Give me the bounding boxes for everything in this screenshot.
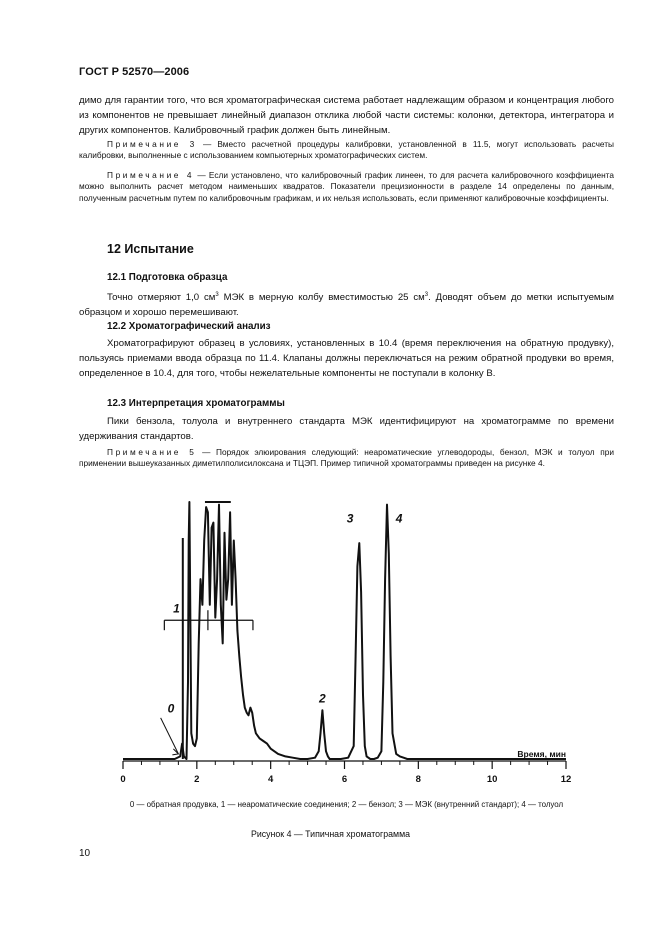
x-tick-label: 12 — [560, 774, 572, 785]
note-3-label: Примечание 3 — [107, 139, 197, 149]
section-12-2-title: 12.2 Хроматографический анализ — [107, 321, 271, 332]
document-header: ГОСТ Р 52570—2006 — [79, 66, 190, 78]
s121-text-part: . Доводят объем до метки испытуемым образцом и хорошо перемешивают. — [79, 292, 615, 319]
section-12-title: 12 Испытание — [107, 242, 194, 256]
x-tick-label: 2 — [194, 774, 200, 785]
x-tick-label: 0 — [120, 774, 126, 785]
s121-text-part: Точно отмеряют 1,0 см — [107, 292, 216, 304]
chromatogram-trace — [123, 502, 566, 759]
section-12-3-title: 12.3 Интерпретация хроматограммы — [107, 398, 285, 409]
peak-label-2: 2 — [319, 691, 326, 706]
intro-paragraph: димо для гарантии того, что вся хроматографическая система работает надлежащим образом и концентрация любого из компонентов не превышает линейный диапазон отклика любой части системы: колонки, детектора, интегратора и других компонентов. Калибровочный график должен быть линейным. — [79, 95, 614, 136]
note-4-text: — Если установлено, что калибровочный график линеен, то для расчета калибровочного коэффициента можно выполнить расчет методом наименьших квадратов. Показатели прецизионности в разделе 14 определены по данным, полученным расчетным путем по калибровочным графикам, и их нельзя использовать, если применяют калибровочные коэффициенты. — [79, 170, 614, 203]
s121-sup-2: 3 — [424, 292, 429, 298]
figure-legend-caption: 0 — обратная продувка, 1 — неароматические соединения; 2 — бензол; 3 — МЭК (внутренний стандарт); 4 — толуол — [129, 800, 564, 809]
note-3-text: — Вместо расчетной процедуры калибровки, установленной в 11.5, могут использовать расчеты калибровки, выполненные с использованием компьютерных хроматографических систем. — [79, 139, 614, 161]
section-12-1-title: 12.1 Подготовка образца — [107, 272, 228, 283]
note-5-text: — Порядок элюирования следующий: неароматические углеводороды, бензол, МЭК и толуол при применении вышеуказанных диметилполисилоксана и ТЦЭП. Пример типичной хроматограммы приведен на рисунке 4. — [79, 447, 614, 469]
x-axis-label: Время, мин — [517, 749, 566, 759]
peak-label-0: 0 — [167, 701, 175, 716]
figure-title: Рисунок 4 — Типичная хроматограмма — [250, 829, 411, 839]
x-tick-label: 4 — [268, 774, 274, 785]
x-tick-label: 8 — [415, 774, 421, 785]
peak-label-4: 4 — [395, 511, 403, 526]
x-tick-label: 6 — [341, 774, 348, 785]
peak-label-3: 3 — [346, 511, 354, 526]
s121-sup-1: 3 — [215, 292, 219, 298]
page-number: 10 — [79, 848, 91, 859]
section-12-3-text: Пики бензола, толуола и внутреннего стандарта МЭК идентифицируют на хроматограмме по времени удерживания стандартов. — [79, 416, 614, 442]
section-12-2-text: Хроматографируют образец в условиях, установленных в 10.4 (время переключения на обратную продувку), пользуясь приемами ввода образца по 11.4. Клапаны должны переключаться на режим обратной продувки во время, определенное в 10.4, для того, чтобы нежелательные компоненты не поступали в колонку В. — [79, 338, 614, 379]
note-5-label: Примечание 5 — [107, 447, 197, 457]
peak-0-leader — [161, 718, 179, 754]
s121-text-part: МЭК в мерную колбу вместимостью 25 см — [218, 292, 425, 304]
peak-label-1: 1 — [173, 601, 180, 616]
note-4-label: Примечание 4 — [107, 170, 195, 180]
x-tick-label: 10 — [486, 774, 498, 785]
